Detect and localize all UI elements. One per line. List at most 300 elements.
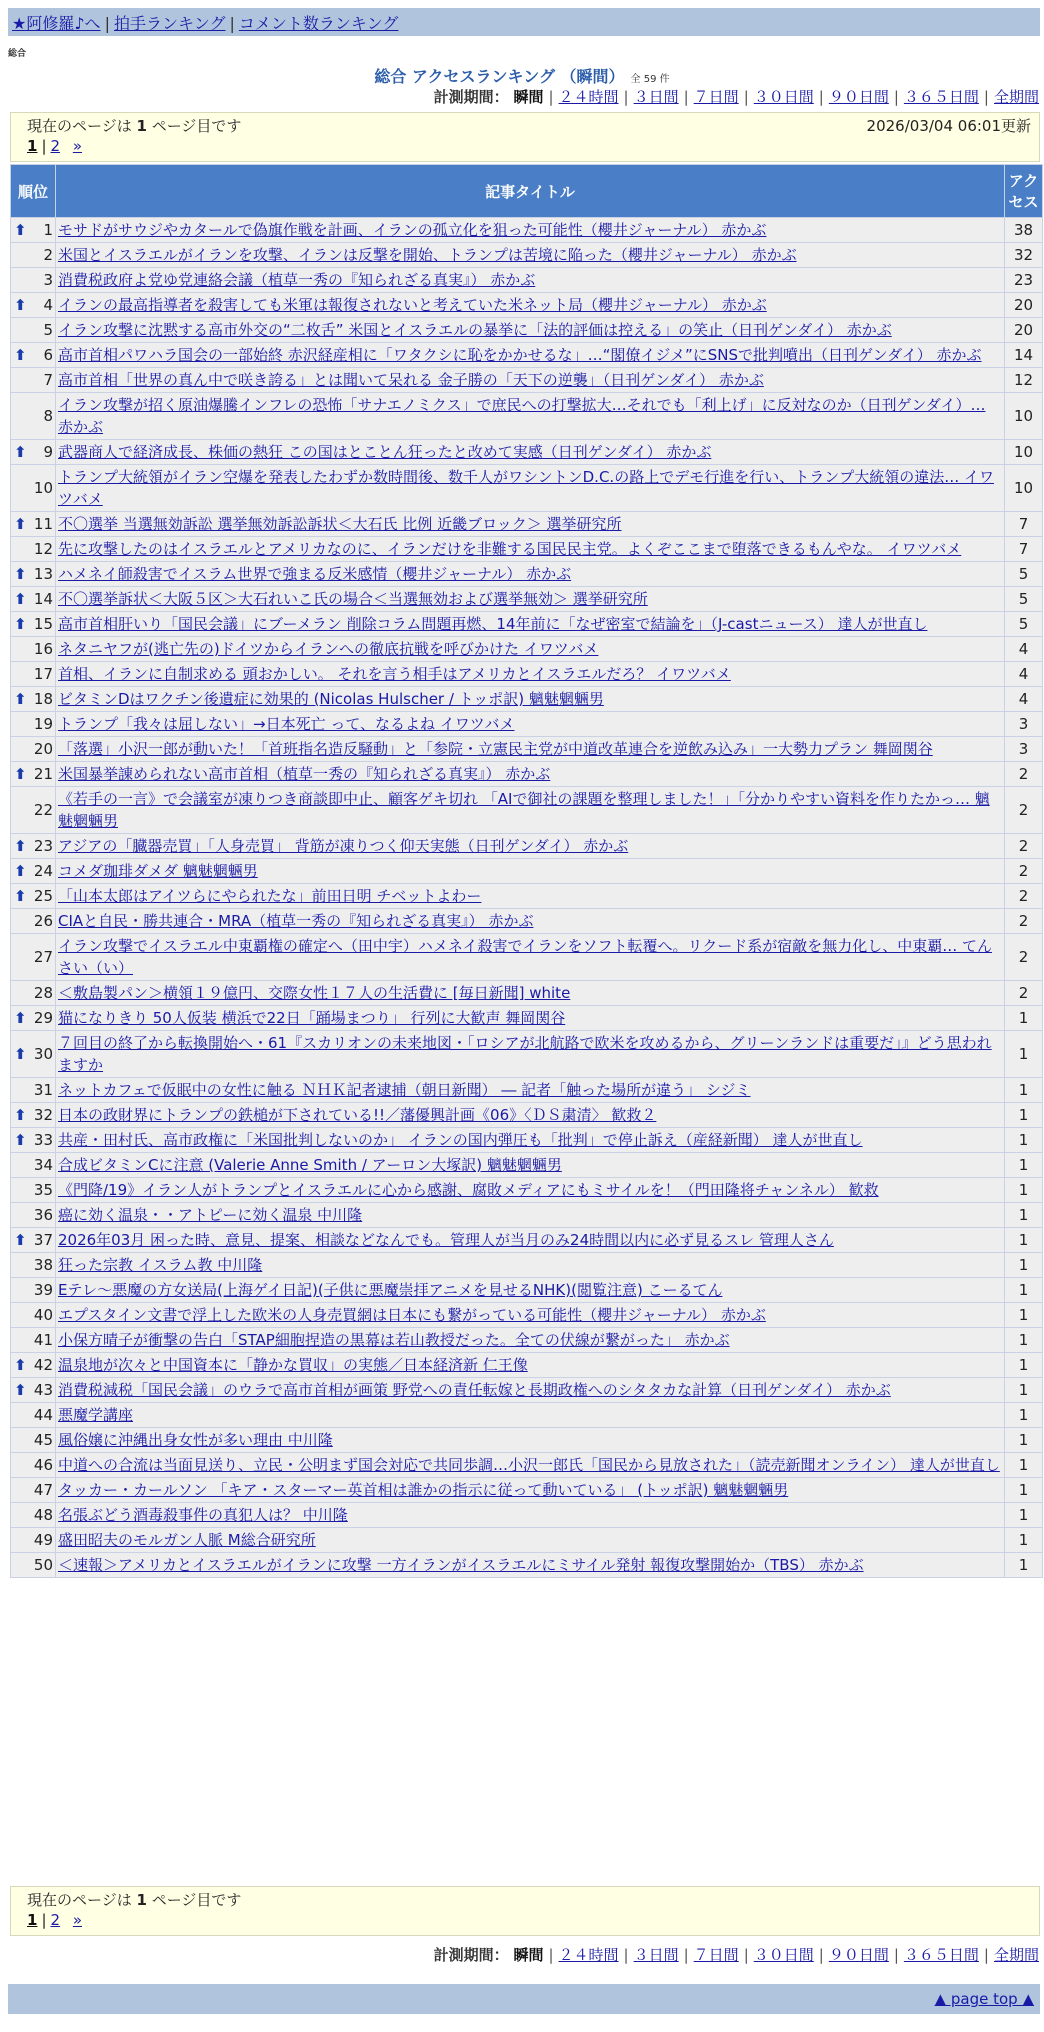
table-row bbox=[11, 1403, 1042, 1427]
nav-separator: | bbox=[229, 14, 235, 33]
page-top-link[interactable]: ▲ page top ▲ bbox=[934, 1990, 1034, 2008]
article-title-link[interactable]: CIAと自民・勝共連合・MRA（植草一秀の『知られざる真実』） 赤かぶ bbox=[58, 912, 534, 930]
access-count: 14 bbox=[1005, 343, 1042, 367]
rank-cell bbox=[11, 293, 55, 317]
article-title-link[interactable]: イラン攻撃に沈黙する高市外交の“二枚舌” 米国とイスラエルの暴挙に「法的評価は控える」の笑止（日刊ゲンダイ） 赤かぶ bbox=[58, 321, 892, 339]
title-cell bbox=[56, 1428, 1004, 1452]
article-title-link[interactable]: 武器商人で経済成長、株価の熱狂 この国はとことん狂ったと改めて実感（日刊ゲンダイ） 赤かぶ bbox=[58, 443, 712, 461]
title-cell bbox=[56, 293, 1004, 317]
article-title-link[interactable]: 癌に効く温泉・・アトピーに効く温泉 中川隆 bbox=[58, 1206, 363, 1224]
pager-page-2-bottom[interactable]: 2 bbox=[50, 1911, 61, 1929]
nav-link-ashura[interactable]: ★阿修羅♪へ bbox=[12, 14, 101, 33]
article-title-link[interactable]: 米国とイスラエルがイランを攻撃、イランは反撃を開始、トランプは苦境に陥った（櫻井ジャーナル） 赤かぶ bbox=[58, 246, 797, 264]
access-count: 4 bbox=[1005, 687, 1042, 711]
period-option-365d[interactable]: ３６５日間 bbox=[903, 88, 979, 106]
title-cell bbox=[56, 318, 1004, 342]
access-count: 1 bbox=[1005, 1453, 1042, 1477]
bottom-bar bbox=[8, 1984, 1040, 2014]
article-title-link[interactable]: タッカー・カールソン 「キア・スターマー英首相は誰かの指示に従って動いている」 (トッポ訳) 魑魅魍魎男 bbox=[58, 1481, 789, 1499]
article-title-link[interactable]: ビタミンDはワクチン後遺症に効果的 (Nicolas Hulscher / トッポ訳) 魑魅魍魎男 bbox=[58, 690, 604, 708]
pager-page-2[interactable]: 2 bbox=[50, 137, 61, 155]
rank-number: 40 bbox=[33, 1306, 53, 1324]
rank-number: 12 bbox=[33, 540, 53, 558]
table-row bbox=[11, 934, 1042, 980]
arrow-up-icon: ⬆ bbox=[14, 515, 27, 533]
table-row bbox=[11, 243, 1042, 267]
access-count: 1 bbox=[1005, 1203, 1042, 1227]
rank-number: 21 bbox=[33, 765, 53, 783]
rank-number: 18 bbox=[33, 690, 53, 708]
rank-number: 44 bbox=[33, 1406, 53, 1424]
article-title-link[interactable]: コメダ珈琲ダメダ 魑魅魍魎男 bbox=[58, 862, 258, 880]
rank-number: 16 bbox=[33, 640, 53, 658]
article-title-link[interactable]: 消費税減税「国民会議」のウラで高市首相が画策 野党への責任転嫁と長期政権へのシタタカな計算（日刊ゲンダイ） 赤かぶ bbox=[58, 1381, 891, 1399]
access-count: 4 bbox=[1005, 637, 1042, 661]
pager-next-arrow-bottom[interactable]: » bbox=[72, 1911, 83, 1929]
title-cell bbox=[56, 465, 1004, 511]
article-title-link[interactable]: イラン攻撃が招く原油爆騰インフレの恐怖「サナエノミクス」で庶民への打撃拡大…それでも「利上げ」に反対なのか（日刊ゲンダイ）… 赤かぶ bbox=[58, 396, 986, 436]
access-count: 1 bbox=[1005, 1378, 1042, 1402]
rank-number: 23 bbox=[33, 837, 53, 855]
rank-number: 9 bbox=[43, 443, 53, 461]
period-option-all[interactable]: 全期間 bbox=[993, 88, 1039, 106]
rank-cell bbox=[11, 1006, 55, 1030]
title-cell bbox=[56, 1006, 1004, 1030]
article-title-link[interactable]: 不〇選挙訴状＜大阪５区＞大石れいこ氏の場合＜当選無効および選挙無効＞ 選挙研究所 bbox=[58, 590, 648, 608]
rank-number: 10 bbox=[33, 479, 53, 497]
rank-cell bbox=[11, 1478, 55, 1502]
access-count: 23 bbox=[1005, 268, 1042, 292]
title-cell bbox=[56, 1103, 1004, 1127]
table-row bbox=[11, 1278, 1042, 1302]
rank-cell bbox=[11, 440, 55, 464]
article-title-link[interactable]: ＜敷島製パン＞横領１９億円、交際女性１７人の生活費に [毎日新聞] white bbox=[58, 984, 571, 1002]
table-row bbox=[11, 762, 1042, 786]
arrow-up-icon: ⬆ bbox=[14, 837, 27, 855]
rank-cell bbox=[11, 243, 55, 267]
arrow-up-icon: ⬆ bbox=[14, 1131, 27, 1149]
nav-link-applause-ranking[interactable]: 拍手ランキング bbox=[113, 14, 226, 33]
rank-number: 26 bbox=[33, 912, 53, 930]
rank-number: 34 bbox=[33, 1156, 53, 1174]
title-cell bbox=[56, 368, 1004, 392]
table-row bbox=[11, 268, 1042, 292]
rank-number: 25 bbox=[33, 887, 53, 905]
article-title-link[interactable]: ハメネイ師殺害でイスラム世界で強まる反米感情（櫻井ジャーナル） 赤かぶ bbox=[58, 565, 572, 583]
access-count: 2 bbox=[1005, 762, 1042, 786]
article-title-link[interactable]: 小保方晴子が衝撃の告白「STAP細胞捏造の黒幕は若山教授だった。全ての伏線が繋がった」 赤かぶ bbox=[58, 1331, 730, 1349]
arrow-up-icon: ⬆ bbox=[14, 1231, 27, 1249]
title-cell bbox=[56, 1303, 1004, 1327]
article-title-link[interactable]: 風俗嬢に沖縄出身女性が多い理由 中川隆 bbox=[58, 1431, 333, 1449]
table-row bbox=[11, 1453, 1042, 1477]
rank-number: 29 bbox=[33, 1009, 53, 1027]
rank-number: 37 bbox=[33, 1231, 53, 1249]
rank-cell bbox=[11, 1403, 55, 1427]
article-title-link[interactable]: エプスタイン文書で浮上した欧米の人身売買網は日本にも繋がっている可能性（櫻井ジャーナル） 赤かぶ bbox=[58, 1306, 766, 1324]
access-count: 1 bbox=[1005, 1478, 1042, 1502]
article-title-link[interactable]: 盛田昭夫のモルガン人脈 M総合研究所 bbox=[58, 1531, 316, 1549]
arrow-up-icon: ⬆ bbox=[14, 221, 27, 239]
rank-cell bbox=[11, 612, 55, 636]
rank-number: 6 bbox=[43, 346, 53, 364]
rank-cell bbox=[11, 1153, 55, 1177]
nav-separator: | bbox=[104, 14, 110, 33]
period-current: 瞬間 bbox=[513, 88, 544, 106]
title-cell bbox=[56, 637, 1004, 661]
rank-cell bbox=[11, 537, 55, 561]
title-cell bbox=[56, 1478, 1004, 1502]
arrow-up-icon: ⬆ bbox=[14, 765, 27, 783]
rank-cell bbox=[11, 662, 55, 686]
arrow-up-icon: ⬆ bbox=[14, 590, 27, 608]
rank-number: 7 bbox=[43, 371, 53, 389]
table-row bbox=[11, 1353, 1042, 1377]
rank-cell bbox=[11, 1203, 55, 1227]
rank-number: 24 bbox=[33, 862, 53, 880]
title-cell bbox=[56, 662, 1004, 686]
rank-cell bbox=[11, 318, 55, 342]
title-cell bbox=[56, 512, 1004, 536]
arrow-up-icon: ⬆ bbox=[14, 862, 27, 880]
table-row bbox=[11, 1178, 1042, 1202]
table-row bbox=[11, 343, 1042, 367]
rank-cell bbox=[11, 1503, 55, 1527]
title-cell bbox=[56, 712, 1004, 736]
article-title-link[interactable]: 名張ぶどう酒毒殺事件の真犯人は？ 中川隆 bbox=[58, 1506, 348, 1524]
table-row bbox=[11, 1528, 1042, 1552]
table-row bbox=[11, 218, 1042, 242]
access-count: 1 bbox=[1005, 1328, 1042, 1352]
title-cell bbox=[56, 1228, 1004, 1252]
table-row bbox=[11, 1553, 1042, 1577]
arrow-up-icon: ⬆ bbox=[14, 1009, 27, 1027]
pager-next-arrow[interactable]: » bbox=[72, 137, 83, 155]
period-option-90d[interactable]: ９０日間 bbox=[828, 88, 889, 106]
arrow-up-icon: ⬆ bbox=[14, 1106, 27, 1124]
rank-cell bbox=[11, 218, 55, 242]
arrow-up-icon: ⬆ bbox=[14, 296, 27, 314]
article-title-link[interactable]: 「落選」小沢一郎が動いた！「首班指名造反騒動」と「参院・立憲民主党が中道改革連合を逆飲み込み」一大勢力プラン 舞岡関谷 bbox=[58, 740, 933, 758]
article-title-link[interactable]: ＜速報＞アメリカとイスラエルがイランに攻撃 一方イランがイスラエルにミサイル発射 報復攻撃開始か（TBS） 赤かぶ bbox=[58, 1556, 864, 1574]
article-title-link[interactable]: ネタニヤフが(逃亡先の)ドイツからイランへの徹底抗戦を呼びかけた イワツバメ bbox=[58, 640, 599, 658]
rank-cell bbox=[11, 465, 55, 511]
period-option-3d[interactable]: ３日間 bbox=[633, 88, 679, 106]
table-row bbox=[11, 1078, 1042, 1102]
period-option-90d-bottom[interactable]: ９０日間 bbox=[828, 1946, 889, 1964]
title-cell bbox=[56, 884, 1004, 908]
pager-current-page: 1 bbox=[27, 137, 38, 155]
rank-number: 50 bbox=[33, 1556, 53, 1574]
article-title-link[interactable]: 合成ビタミンCに注意 (Valerie Anne Smith / アーロン大塚訳) 魑魅魍魎男 bbox=[58, 1156, 562, 1174]
table-row bbox=[11, 884, 1042, 908]
article-title-link[interactable]: トランプ「我々は屈しない」→日本死亡 って、なるよね イワツバメ bbox=[58, 715, 515, 733]
title-cell bbox=[56, 762, 1004, 786]
title-cell bbox=[56, 1328, 1004, 1352]
table-row bbox=[11, 1228, 1042, 1252]
rank-number: 5 bbox=[43, 321, 53, 339]
table-row bbox=[11, 537, 1042, 561]
article-title-link[interactable]: 高市首相パワハラ国会の一部始終 赤沢経産相に「ワタクシに恥をかかせるな」…“閣僚イジメ”にSNSで批判噴出（日刊ゲンダイ） 赤かぶ bbox=[58, 346, 982, 364]
rank-number: 45 bbox=[33, 1431, 53, 1449]
article-title-link[interactable]: ７回目の終了から転換開始へ・61『スカリオンの未来地図・「ロシアが北航路で欧米を攻めるから、グリーンランドは重要だ」』どう思われますか bbox=[58, 1034, 992, 1074]
title-cell bbox=[56, 1353, 1004, 1377]
access-count: 7 bbox=[1005, 537, 1042, 561]
title-cell bbox=[56, 1178, 1004, 1202]
article-title-link[interactable]: 米国暴挙諌められない高市首相（植草一秀の『知られざる真実』） 赤かぶ bbox=[58, 765, 551, 783]
table-row bbox=[11, 662, 1042, 686]
rank-cell bbox=[11, 934, 55, 980]
article-title-link[interactable]: 先に攻撃したのはイスラエルとアメリカなのに、イランだけを非難する国民民主党。よくぞここまで堕落できるもんやな。 イワツバメ bbox=[58, 540, 962, 558]
rank-cell bbox=[11, 1178, 55, 1202]
category-label: 総合 bbox=[8, 49, 27, 59]
access-count: 32 bbox=[1005, 243, 1042, 267]
rank-number: 22 bbox=[33, 801, 53, 819]
article-title-link[interactable]: 首相、イランに自制求める 頭おかしい。 それを言う相手はアメリカとイスラエルだろ？ イワツバメ bbox=[58, 665, 731, 683]
title-cell bbox=[56, 587, 1004, 611]
article-title-link[interactable]: 猫になりきり 50人仮装 横浜で22日「踊場まつり」 行列に大歓声 舞岡関谷 bbox=[58, 1009, 566, 1027]
table-row bbox=[11, 981, 1042, 1005]
arrow-up-icon: ⬆ bbox=[14, 1356, 27, 1374]
page-title-line bbox=[0, 64, 1044, 87]
rank-number: 38 bbox=[33, 1256, 53, 1274]
table-row bbox=[11, 368, 1042, 392]
title-cell bbox=[56, 981, 1004, 1005]
access-count: 1 bbox=[1005, 1528, 1042, 1552]
pager-top: 現在のページは 1 ページ目です 2026/03/04 06:01更新 1 | 2 » bbox=[10, 112, 1040, 162]
table-row bbox=[11, 687, 1042, 711]
header-rank: 順位 bbox=[11, 165, 55, 217]
period-option-7d[interactable]: ７日間 bbox=[693, 88, 739, 106]
access-count: 1 bbox=[1005, 1103, 1042, 1127]
title-cell bbox=[56, 1403, 1004, 1427]
article-title-link[interactable]: アジアの「臓器売買」「人身売買」 背筋が凍りつく仰天実態（日刊ゲンダイ） 赤かぶ bbox=[58, 837, 629, 855]
period-option-all-bottom[interactable]: 全期間 bbox=[993, 1946, 1039, 1964]
pager-current-page-bottom: 1 bbox=[27, 1911, 38, 1929]
access-count: 38 bbox=[1005, 218, 1042, 242]
access-count: 3 bbox=[1005, 712, 1042, 736]
rank-number: 19 bbox=[33, 715, 53, 733]
title-cell bbox=[56, 440, 1004, 464]
rank-cell bbox=[11, 368, 55, 392]
period-selector-top: 計測期間： 瞬間 | ２４時間 | ３日間 | ７日間 | ３０日間 | ９０日間 | ３６５日間 | 全期間 bbox=[433, 88, 1039, 106]
rank-cell bbox=[11, 512, 55, 536]
rank-cell bbox=[11, 1453, 55, 1477]
title-cell bbox=[56, 909, 1004, 933]
article-title-link[interactable]: 日本の政財界にトランプの鉄槌が下されている!!／藩優興計画《06》〈ＤＳ粛清〉 歓救２ bbox=[58, 1106, 657, 1124]
access-count: 2 bbox=[1005, 834, 1042, 858]
table-row bbox=[11, 562, 1042, 586]
ranking-table bbox=[10, 164, 1043, 1578]
rank-cell bbox=[11, 1303, 55, 1327]
arrow-up-icon: ⬆ bbox=[14, 443, 27, 461]
arrow-up-icon: ⬆ bbox=[14, 615, 27, 633]
access-count: 1 bbox=[1005, 1428, 1042, 1452]
access-count: 2 bbox=[1005, 787, 1042, 833]
article-title-link[interactable]: 2026年03月 困った時、意見、提案、相談などなんでも。管理人が当月のみ24時間以内に必ず見るスレ 管理人さん bbox=[58, 1231, 834, 1249]
page-title: 総合 アクセスランキング （瞬間） bbox=[374, 67, 625, 86]
rank-number: 4 bbox=[43, 296, 53, 314]
access-count: 1 bbox=[1005, 1253, 1042, 1277]
period-option-30d[interactable]: ３０日間 bbox=[753, 88, 814, 106]
title-cell bbox=[56, 268, 1004, 292]
article-title-link[interactable]: 《若手の一言》で会議室が凍りつき商談即中止、顧客ゲキ切れ 「AIで御社の課題を整理しました！」「分かりやすい資料を作りたかっ… 魑魅魍魎男 bbox=[58, 790, 990, 830]
period-option-3d-bottom[interactable]: ３日間 bbox=[633, 1946, 679, 1964]
rank-cell bbox=[11, 1528, 55, 1552]
arrow-up-icon: ⬆ bbox=[14, 690, 27, 708]
arrow-up-icon: ⬆ bbox=[14, 565, 27, 583]
table-row bbox=[11, 834, 1042, 858]
article-title-link[interactable]: 高市首相肝いり「国民会議」にブーメラン 削除コラム問題再燃、14年前に「なぜ密室で結論を」（J-castニュース） 達人が世直し bbox=[58, 615, 928, 633]
rank-number: 17 bbox=[33, 665, 53, 683]
access-count: 5 bbox=[1005, 612, 1042, 636]
title-cell bbox=[56, 218, 1004, 242]
title-cell bbox=[56, 834, 1004, 858]
rank-cell bbox=[11, 1228, 55, 1252]
rank-cell bbox=[11, 343, 55, 367]
title-cell bbox=[56, 1078, 1004, 1102]
period-option-30d-bottom[interactable]: ３０日間 bbox=[753, 1946, 814, 1964]
access-count: 10 bbox=[1005, 465, 1042, 511]
table-row bbox=[11, 637, 1042, 661]
article-title-link[interactable]: 共産・田村氏、高市政権に「米国批判しないのか」 イランの国内弾圧も「批判」で停止訴え（産経新聞） 達人が世直し bbox=[58, 1131, 863, 1149]
rank-number: 36 bbox=[33, 1206, 53, 1224]
rank-cell bbox=[11, 762, 55, 786]
rank-cell bbox=[11, 1031, 55, 1077]
rank-number: 3 bbox=[43, 271, 53, 289]
access-count: 1 bbox=[1005, 1228, 1042, 1252]
rank-cell bbox=[11, 1428, 55, 1452]
rank-number: 2 bbox=[43, 246, 53, 264]
table-row bbox=[11, 1378, 1042, 1402]
rank-number: 30 bbox=[33, 1045, 53, 1063]
table-row bbox=[11, 1103, 1042, 1127]
table-row bbox=[11, 465, 1042, 511]
article-title-link[interactable]: 温泉地が次々と中国資本に「静かな買収」の実態／日本経済新 仁王像 bbox=[58, 1356, 528, 1374]
rank-number: 39 bbox=[33, 1281, 53, 1299]
article-title-link[interactable]: 消費税政府よ党ゆ党連絡会議（植草一秀の『知られざる真実』） 赤かぶ bbox=[58, 271, 536, 289]
rank-cell bbox=[11, 393, 55, 439]
header-access: アクセス bbox=[1005, 165, 1042, 217]
period-option-7d-bottom[interactable]: ７日間 bbox=[693, 1946, 739, 1964]
table-row bbox=[11, 1328, 1042, 1352]
table-row bbox=[11, 293, 1042, 317]
article-title-link[interactable]: トランプ大統領がイラン空爆を発表したわずか数時間後、数千人がワシントンD.C.の路上でデモ行進を行い、トランプ大統領の違法… イワツバメ bbox=[58, 468, 994, 508]
table-row bbox=[11, 1031, 1042, 1077]
article-title-link[interactable]: 悪魔学講座 bbox=[58, 1406, 134, 1424]
article-title-link[interactable]: 「山本太郎はアイツらにやられたな」前田日明 チベットよわー bbox=[58, 887, 482, 905]
access-count: 1 bbox=[1005, 1078, 1042, 1102]
table-row bbox=[11, 712, 1042, 736]
rank-number: 35 bbox=[33, 1181, 53, 1199]
rank-cell bbox=[11, 909, 55, 933]
access-count: 7 bbox=[1005, 512, 1042, 536]
rank-cell bbox=[11, 712, 55, 736]
period-option-24h-bottom[interactable]: ２４時間 bbox=[558, 1946, 619, 1964]
access-count: 1 bbox=[1005, 1303, 1042, 1327]
header-title: 記事タイトル bbox=[56, 165, 1004, 217]
rank-number: 1 bbox=[43, 221, 53, 239]
rank-number: 13 bbox=[33, 565, 53, 583]
article-title-link[interactable]: 高市首相「世界の真ん中で咲き誇る」とは聞いて呆れる 金子勝の「天下の逆襲」（日刊ゲンダイ） 赤かぶ bbox=[58, 371, 764, 389]
rank-number: 8 bbox=[43, 407, 53, 425]
title-cell bbox=[56, 787, 1004, 833]
rank-cell bbox=[11, 587, 55, 611]
updated-timestamp: 2026/03/04 06:01更新 bbox=[866, 117, 1031, 135]
title-cell bbox=[56, 1031, 1004, 1077]
access-count: 20 bbox=[1005, 318, 1042, 342]
access-count: 2 bbox=[1005, 859, 1042, 883]
rank-number: 14 bbox=[33, 590, 53, 608]
table-row bbox=[11, 1478, 1042, 1502]
access-count: 2 bbox=[1005, 934, 1042, 980]
title-cell bbox=[56, 1153, 1004, 1177]
rank-cell bbox=[11, 687, 55, 711]
access-count: 1 bbox=[1005, 1128, 1042, 1152]
access-count: 1 bbox=[1005, 1403, 1042, 1427]
access-count: 1 bbox=[1005, 1553, 1042, 1577]
article-title-link[interactable]: イランの最高指導者を殺害しても米軍は報復されないと考えていた米ネット局（櫻井ジャーナル） 赤かぶ bbox=[58, 296, 767, 314]
article-title-link[interactable]: 狂った宗教 イスラム教 中川隆 bbox=[58, 1256, 263, 1274]
rank-number: 15 bbox=[33, 615, 53, 633]
table-row bbox=[11, 318, 1042, 342]
nav-link-comment-ranking[interactable]: コメント数ランキング bbox=[238, 14, 399, 33]
article-title-link[interactable]: モサドがサウジやカタールで偽旗作戦を計画、イランの孤立化を狙った可能性（櫻井ジャーナル） 赤かぶ bbox=[58, 221, 767, 239]
ranking-table-body bbox=[11, 218, 1042, 1577]
title-cell bbox=[56, 393, 1004, 439]
article-title-link[interactable]: イラン攻撃でイスラエル中東覇権の確定へ（田中宇）ハメネイ殺害でイランをソフト転覆へ。リクード系が宿敵を無力化し、中東覇… てんさい（い） bbox=[58, 937, 993, 977]
title-cell bbox=[56, 1378, 1004, 1402]
access-count: 20 bbox=[1005, 293, 1042, 317]
table-row bbox=[11, 612, 1042, 636]
title-cell bbox=[56, 1453, 1004, 1477]
table-row bbox=[11, 859, 1042, 883]
rank-number: 46 bbox=[33, 1456, 53, 1474]
rank-cell bbox=[11, 1103, 55, 1127]
table-row bbox=[11, 1128, 1042, 1152]
access-count: 4 bbox=[1005, 662, 1042, 686]
rank-cell bbox=[11, 737, 55, 761]
rank-number: 47 bbox=[33, 1481, 53, 1499]
rank-cell bbox=[11, 1378, 55, 1402]
rank-cell bbox=[11, 1253, 55, 1277]
article-title-link[interactable]: Eテレ〜悪魔の方女送局(上海ゲイ日記)(子供に悪魔崇拝アニメを見せるNHK)(閲覧注意) こーるてん bbox=[58, 1281, 723, 1299]
title-cell bbox=[56, 343, 1004, 367]
period-option-365d-bottom[interactable]: ３６５日間 bbox=[903, 1946, 979, 1964]
article-title-link[interactable]: 不〇選挙 当選無効訴訟 選挙無効訴訟訴状＜大石氏 比例 近畿ブロック＞ 選挙研究所 bbox=[58, 515, 622, 533]
rank-cell bbox=[11, 1078, 55, 1102]
access-count: 1 bbox=[1005, 1503, 1042, 1527]
rank-number: 48 bbox=[33, 1506, 53, 1524]
access-count: 1 bbox=[1005, 1153, 1042, 1177]
rank-number: 11 bbox=[33, 515, 53, 533]
table-header-row bbox=[11, 165, 1042, 217]
title-cell bbox=[56, 537, 1004, 561]
rank-cell bbox=[11, 859, 55, 883]
access-count: 5 bbox=[1005, 587, 1042, 611]
article-title-link[interactable]: ネットカフェで仮眠中の女性に触る ＮＨＫ記者逮捕（朝日新聞） ― 記者「触った場所が違う」 シジミ bbox=[58, 1081, 751, 1099]
article-title-link[interactable]: 中道への合流は当面見送り、立民・公明まず国会対応で共同歩調…小沢一郎氏「国民から見放された」（読売新聞オンライン） 達人が世直し bbox=[58, 1456, 1000, 1474]
arrow-up-icon: ⬆ bbox=[14, 1381, 27, 1399]
article-title-link[interactable]: 《門降/19》イラン人がトランプとイスラエルに心から感謝、腐敗メディアにもミサイルを！（門田隆将チャンネル） 歓救 bbox=[58, 1181, 879, 1199]
rank-number: 32 bbox=[33, 1106, 53, 1124]
rank-number: 41 bbox=[33, 1331, 53, 1349]
period-option-24h[interactable]: ２４時間 bbox=[558, 88, 619, 106]
rank-cell bbox=[11, 1553, 55, 1577]
title-cell bbox=[56, 1503, 1004, 1527]
period-label: 計測期間： bbox=[433, 88, 509, 106]
title-cell bbox=[56, 562, 1004, 586]
